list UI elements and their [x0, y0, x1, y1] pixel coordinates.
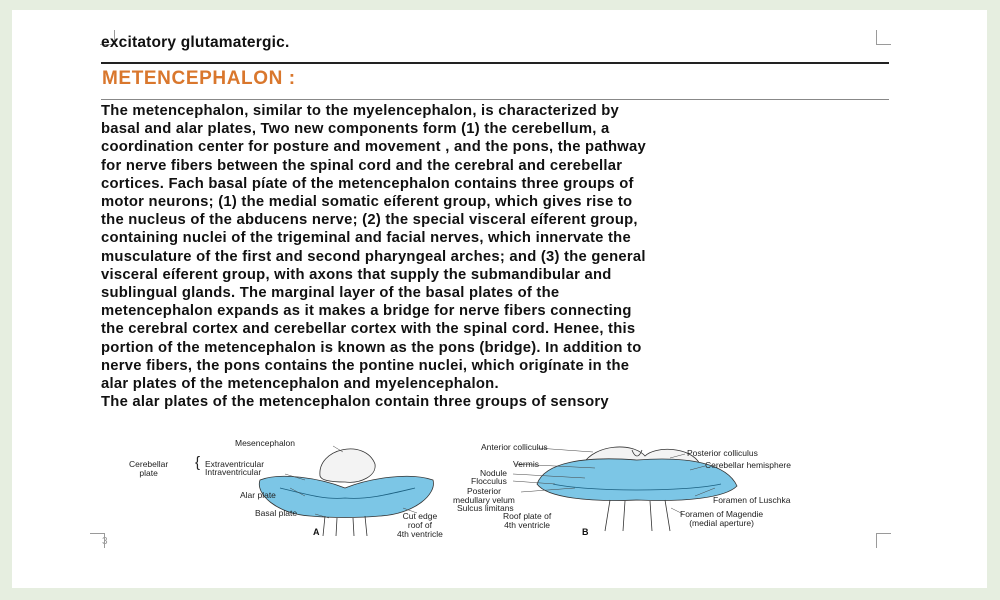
paragraph-line: cortices. Fach basal píate of the metencephalon contains three groups of	[101, 175, 634, 192]
paragraph-line: basal and alar plates, Two new components form (1) the cerebellum, a	[101, 121, 610, 138]
paragraph-line: coordination center for posture and movement , and the pons, the pathway	[101, 139, 646, 156]
label-anterior-colliculus: Anterior colliculus	[481, 442, 548, 452]
paragraph-line: portion of the metencephalon is known as the pons (bridge). In addition to	[101, 339, 642, 356]
label-vermis: Vermis	[513, 459, 539, 469]
paragraph-line: The alar plates of the metencephalon contain three groups of sensory	[101, 394, 609, 411]
metencephalon-figure	[115, 436, 855, 539]
roof-plate-lines	[605, 500, 670, 531]
panel-b-letter: B	[582, 527, 589, 537]
label-alar-plate: Alar plate	[240, 490, 276, 500]
label-sulcus-limitans: Sulcus limitans	[457, 503, 514, 513]
heading-rule-bottom	[101, 99, 889, 100]
label-flocculus: Flocculus	[471, 476, 507, 486]
paragraph-line: the cerebral cortex and cerebellar cortex with the spinal cord. Henee, this	[101, 321, 636, 338]
heading-rule-top	[101, 62, 889, 64]
paragraph-line: metencephalon expands as it makes a bridge for nerve fibers connecting	[101, 303, 632, 320]
label-posterior-medullary-velum: Posterior medullary velum	[453, 486, 515, 505]
label-cut-edge: Cut edge roof of 4th ventricle	[397, 511, 443, 539]
mesencephalon-shape	[320, 449, 375, 482]
section-heading: METENCEPHALON :	[102, 68, 296, 89]
paragraph-line: sublingual glands. The marginal layer of the basal plates of the	[101, 285, 560, 302]
panel-a-letter: A	[313, 527, 320, 537]
label-extraventricular: Extraventricular	[205, 459, 265, 469]
basal-plate-lines	[323, 516, 367, 536]
brace-symbol: {	[195, 454, 201, 471]
crop-mark-bottom-right	[876, 533, 891, 548]
body-paragraph	[101, 102, 901, 411]
label-foramen-luschka: Foramen of Luschka	[713, 495, 791, 505]
label-mesencephalon: Mesencephalon	[235, 438, 296, 448]
label-cerebellar-hemisphere: Cerebellar hemisphere	[705, 460, 791, 470]
label-basal-plate: Basal plate	[255, 508, 298, 518]
label-cerebellar-plate: Cerebellar plate	[129, 459, 169, 478]
paragraph-line: nerve fibers, the pons contains the pontine nuclei, which origínate in the	[101, 357, 630, 374]
continued-text: excitatory glutamatergic.	[101, 34, 290, 51]
paragraph-line: containing nuclei of the trigeminal and facial nerves, which innervate the	[101, 230, 631, 247]
paragraph-line: visceral eíferent group, with axons that supply the submandibular and	[101, 266, 612, 283]
paragraph-line: musculature of the first and second pharyngeal arches; and (3) the general	[101, 248, 646, 265]
label-posterior-colliculus: Posterior colliculus	[687, 448, 758, 458]
paragraph-line: the nucleus of the abducens nerve; (2) the special visceral eíferent group,	[101, 212, 638, 229]
paragraph-line: motor neurons; (1) the medial somatic eíferent group, which gives rise to	[101, 194, 633, 211]
crop-mark-top-right	[876, 30, 891, 45]
label-intraventricular: Intraventricular	[205, 467, 262, 477]
paragraph-line: The metencephalon, similar to the myelencephalon, is characterized by	[101, 103, 620, 119]
page-number: 3	[102, 536, 108, 547]
label-foramen-magendie: Foramen of Magendie (medial aperture)	[680, 509, 764, 528]
label-nodule: Nodule	[480, 468, 507, 478]
label-roof-plate: Roof plate of 4th ventricle	[503, 511, 552, 530]
paragraph-line: alar plates of the metencephalon and myelencephalon.	[101, 376, 499, 393]
paragraph-line: for nerve fibers between the spinal cord and the cerebral and cerebellar	[101, 157, 623, 174]
